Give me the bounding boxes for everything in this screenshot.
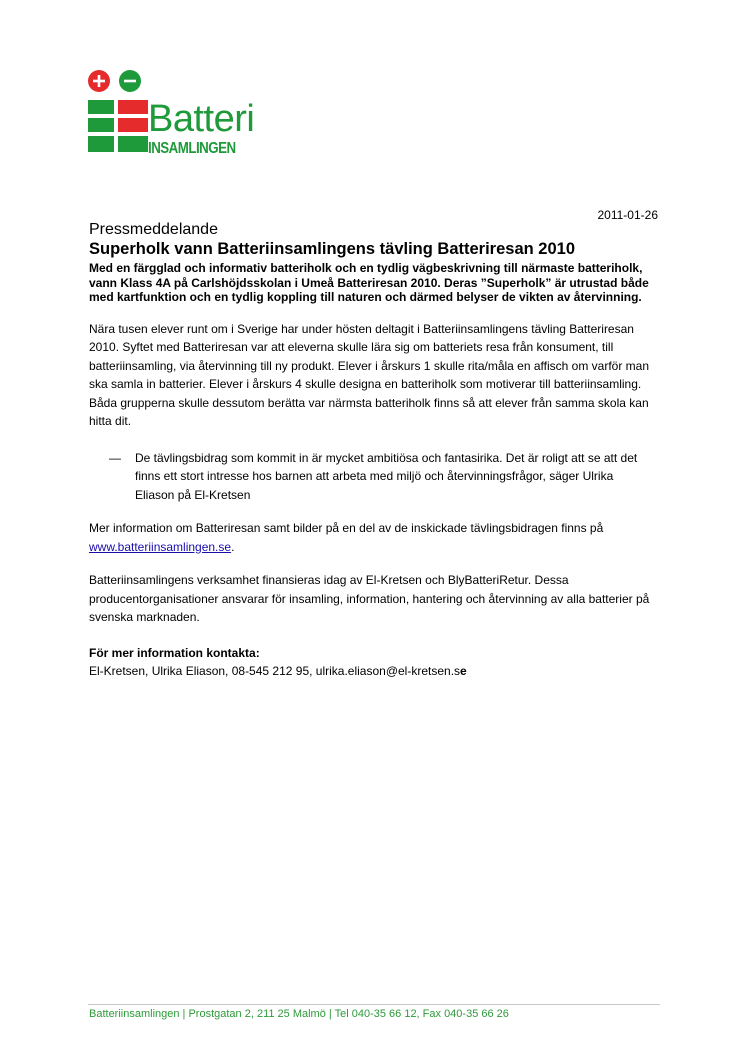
body-paragraph-3: Batteriinsamlingens verksamhet finansieras idag av El-Kretsen och BlyBatteriRetur. Dessa producentorganisationer ansvarar för insamling, information, hantering och återvinning av alla batterier på svenska marknaden. [89,573,650,624]
minus-circle-icon [119,70,141,92]
link-period: . [231,539,235,554]
quote-block [89,449,661,505]
batteriinsamlingen-logo [88,70,288,162]
body-paragraph-2 [89,519,661,556]
logo-mark [88,70,150,162]
logo-grid [88,100,148,152]
logo-subtitle: INSAMLINGEN [148,140,236,157]
body-paragraph-1: Nära tusen elever runt om i Sverige har under hösten deltagit i Batteriinsamlingens tävling Batteriresan 2010. Syftet med Batteriresan var att eleverna skulle lära sig om batteriets resa från konsument, till batteriinsamling, via återvinning till ny produkt. Elever i årskurs 1 skulle rita/måla en affisch om varför man ska samla in batterier. Elever i årskurs 4 skulle designa en batteriholk som motiverar till batteriinsamling. Båda grupperna skulle dessutom berätta var närmsta batteriholk finns så att elever från samma skola kan hitta dit. [89,321,650,428]
press-release-body [89,220,661,680]
website-link[interactable]: www.batteriinsamlingen.se [89,539,232,554]
contact-text: El-Kretsen, Ulrika Eliason, 08-545 212 95, ulrika.eliason@el-kretsen.s [89,663,461,678]
footer-divider [88,1004,660,1005]
headline: Superholk vann Batteriinsamlingens tävling Batteriresan 2010 [89,240,575,258]
contact-text-end: e [460,663,467,678]
plus-circle-icon [88,70,110,92]
more-info-text: Mer information om Batteriresan samt bilder på en del av de inskickade tävlingsbidragen finns på [89,521,604,535]
contact-heading: För mer information kontakta: [89,645,260,660]
document-type: Pressmeddelande [89,221,218,238]
footer-address: Batteriinsamlingen | Prostgatan 2, 211 25 Malmö | Tel 040-35 66 12, Fax 040-35 66 26 [89,1008,509,1020]
contact-details [89,662,661,680]
quote-dash: — [109,450,121,465]
logo-wordmark: Batteri [148,98,255,140]
quote-text: De tävlingsbidrag som kommit in är mycket ambitiösa och fantasirika. Det är roligt att se att det finns ett stort intresse hos barnen att arbeta med miljö och återvinningsfrågor, säger Ulrika Eliason på El-Kretsen [135,450,638,502]
release-date: 2011-01-26 [597,208,658,222]
lead-paragraph: Med en färgglad och informativ batteriholk och en tydlig vägbeskrivning till närmaste batteriholk, vann Klass 4A på Carlshöjdsskolan i Umeå Batteriresan 2010. Deras ”Superholk” är utrustad både med kartfunktion och en tydlig koppling till naturen och därmed belyser de vikten av återvinning. [89,261,649,304]
